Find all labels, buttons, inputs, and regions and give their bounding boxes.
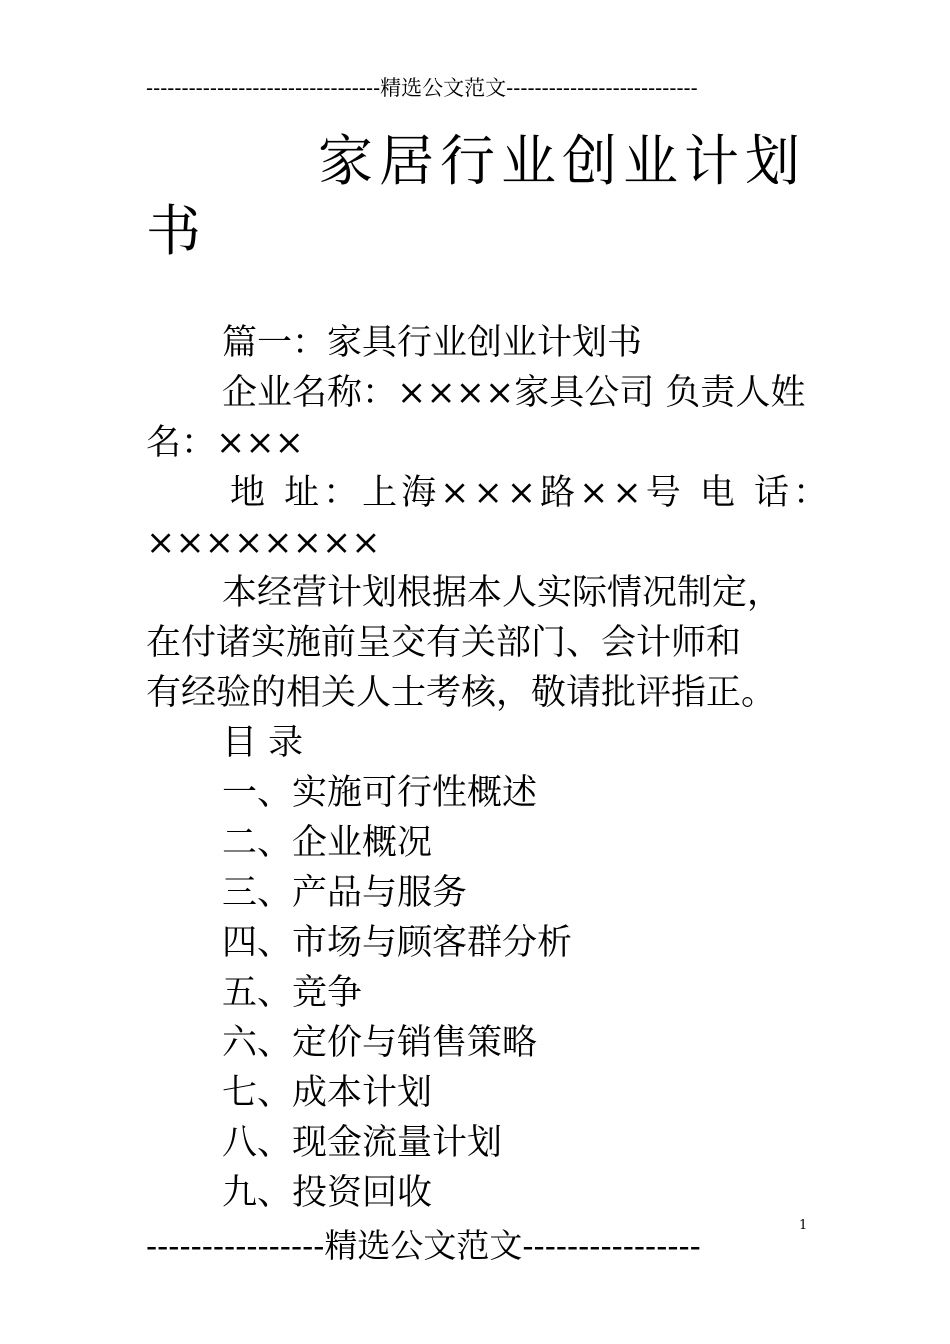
document-title [146, 126, 826, 266]
company-name-line-cont: 名：××× [146, 423, 304, 463]
page-number: 1 [799, 1218, 808, 1233]
toc-item: 二、企业概况 [222, 823, 433, 863]
intro-paragraph-line-1: 本经营计划根据本人实际情况制定， [222, 573, 783, 613]
toc-item: 四、市场与顾客群分析 [222, 923, 573, 963]
chapter-heading: 篇一：家具行业创业计划书 [222, 323, 643, 363]
company-name-line: 企业名称：××××家具公司 负责人姓 [222, 373, 806, 413]
phone-number-line: ×××××××× [146, 523, 381, 563]
page-header: ---------------------------------精选公文范文--------------------------- [146, 76, 698, 100]
document-body [146, 318, 836, 1218]
toc-heading: 目 录 [222, 723, 304, 763]
toc-item: 三、产品与服务 [222, 873, 468, 913]
title-line-1: 家居行业创业计划 [318, 129, 807, 193]
title-line-2: 书 [146, 199, 208, 263]
toc-item: 八、现金流量计划 [222, 1123, 503, 1163]
toc-item: 六、定价与销售策略 [222, 1023, 538, 1063]
page-footer: ----------------精选公文范文---------------- [146, 1226, 701, 1265]
address-line: 地 址：上海×××路××号 电 话： [230, 473, 833, 513]
toc-item: 五、竞争 [222, 973, 363, 1013]
intro-paragraph-line-2: 在付诸实施前呈交有关部门、会计师和 [146, 623, 742, 663]
toc-item: 七、成本计划 [222, 1073, 433, 1113]
toc-item: 一、实施可行性概述 [222, 773, 538, 813]
toc-item: 九、投资回收 [222, 1173, 433, 1213]
intro-paragraph-line-3: 有经验的相关人士考核，敬请批评指正。 [146, 673, 777, 713]
